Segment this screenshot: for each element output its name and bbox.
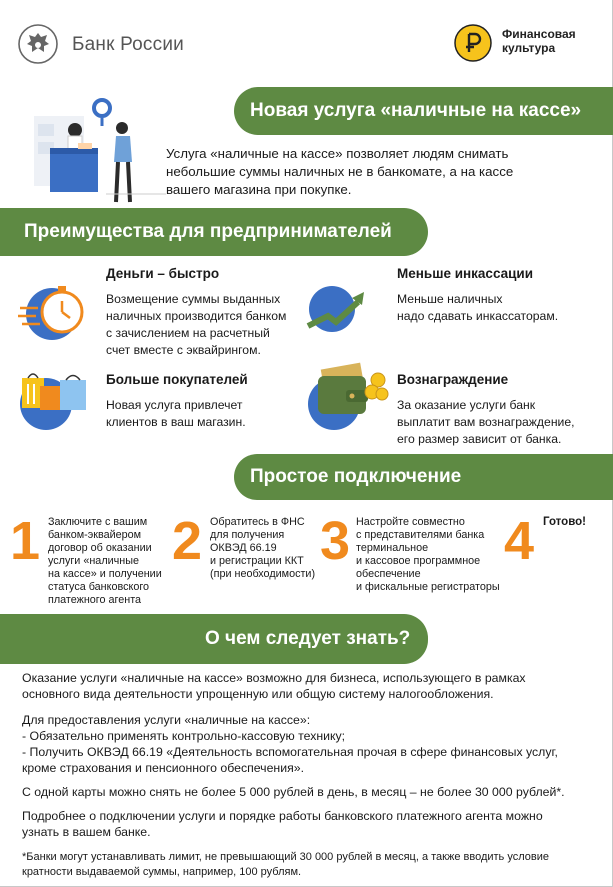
para-line: - Получить ОКВЭД 66.19 «Деятельность вспомогательная прочая в сфере финансовых услуг,: [22, 745, 558, 759]
section-banner-connection: Простое подключение: [234, 454, 613, 500]
adv-title-reward: Вознаграждение: [397, 372, 509, 387]
bank-of-russia-logo-icon: [18, 24, 58, 64]
adv-line: надо сдавать инкассаторам.: [397, 309, 559, 323]
step-line: банком-эквайером: [48, 529, 142, 541]
section-banner-new-service: Новая услуга «наличные на кассе»: [234, 87, 613, 135]
adv-line: Возмещение суммы выданных: [106, 292, 281, 306]
step-line: и кассовое программное: [356, 555, 481, 567]
step-line: (при необходимости): [210, 568, 316, 580]
step-number-1: 1: [10, 511, 41, 571]
para-1: [22, 670, 602, 702]
fin-name-line1: Финансовая: [502, 27, 576, 41]
para-3: С одной карты можно снять не более 5 000 рублей в день, в месяц – не более 30 000 рублей*.: [22, 785, 565, 799]
footnote-line: *Банки могут устанавливать лимит, не превышающий 30 000 рублей в месяц, а также вводить условие: [22, 851, 549, 863]
para-line: Подробнее о подключении услуги и порядке работы банковского платежного агента можно: [22, 809, 543, 823]
intro-text: [166, 145, 586, 199]
intro-line: вашего магазина при покупке.: [166, 182, 352, 197]
step-line: ОКВЭД 66.19: [210, 542, 277, 554]
para-line: кроме страхования и пенсионного обеспечения».: [22, 761, 305, 775]
intro-line: небольшие суммы наличных не в банкомате, а на кассе: [166, 164, 514, 179]
para-4: [22, 808, 602, 840]
adv-title-less-collection: Меньше инкассации: [397, 266, 534, 281]
step-line: Настройте совместно: [356, 516, 465, 528]
stopwatch-icon: [16, 274, 96, 346]
step-number-4: 4: [504, 511, 535, 571]
step-line: услуги «наличные: [48, 555, 139, 567]
step-line: с представителями банка: [356, 529, 485, 541]
step-line: и фискальные регистраторы: [356, 581, 500, 593]
adv-text-reward: [397, 397, 575, 448]
adv-line: выплатит вам вознаграждение,: [397, 415, 575, 429]
step-line: для получения: [210, 529, 285, 541]
footnote-line: кратности выдаваемой суммы, например, 100 рублям.: [22, 866, 302, 878]
step-line: договор об оказании: [48, 542, 152, 554]
step-line: терминальное: [356, 542, 429, 554]
step-line: платежного агента: [48, 594, 142, 606]
step-text-1: [48, 516, 162, 607]
para-line: Оказание услуги «наличные на кассе» возможно для бизнеса, использующего в рамках: [22, 671, 526, 685]
adv-title-more-customers: Больше покупателей: [106, 372, 248, 387]
adv-text-less-collection: [397, 291, 558, 325]
step-text-3: [356, 516, 500, 594]
adv-line: За оказание услуги банк: [397, 398, 536, 412]
para-line: основного вида деятельности упрощенную или общую систему налогообложения.: [22, 687, 494, 701]
para-line: - Обязательно применять контрольно-кассовую технику;: [22, 729, 346, 743]
step-number-3: 3: [320, 511, 351, 571]
ruble-coin-icon: [454, 24, 492, 62]
fin-name-line2: культура: [502, 41, 556, 55]
intro-line: Услуга «наличные на кассе» позволяет людям снимать: [166, 146, 509, 161]
para-2: [22, 712, 602, 776]
step-number-2: 2: [172, 511, 203, 571]
step-line: Заключите с вашим: [48, 516, 148, 528]
section-banner-know: О чем следует знать?: [0, 614, 428, 664]
adv-line: Меньше наличных: [397, 292, 503, 306]
adv-line: с зачислением на расчетный: [106, 326, 270, 340]
para-line: узнать в вашем банке.: [22, 825, 151, 839]
adv-line: Новая услуга привлечет: [106, 398, 243, 412]
adv-line: счет вместе с эквайрингом.: [106, 343, 261, 357]
adv-line: наличных производится банком: [106, 309, 287, 323]
bank-name: Банк России: [72, 34, 184, 55]
footnote: [22, 850, 607, 880]
adv-line: его размер зависит от банка.: [397, 432, 562, 446]
step-line: и регистрации ККТ: [210, 555, 304, 567]
shopping-bags-icon: [18, 364, 100, 434]
cashier-counter-illustration: [28, 96, 168, 211]
adv-line: клиентов в ваш магазин.: [106, 415, 246, 429]
step-text-2: [210, 516, 315, 581]
adv-text-more-customers: [106, 397, 246, 431]
fin-culture-name: [502, 27, 576, 55]
step-text-4: Готово!: [543, 516, 586, 528]
growth-arrow-icon: [304, 284, 384, 334]
adv-title-fast-money: Деньги – быстро: [106, 266, 220, 281]
wallet-coins-icon: [306, 362, 392, 434]
step-line: статуса банковского: [48, 581, 150, 593]
step-line: обеспечение: [356, 568, 421, 580]
adv-text-fast-money: [106, 291, 286, 359]
step-line: на кассе» и получении: [48, 568, 162, 580]
section-banner-advantages: Преимущества для предпринимателей: [0, 208, 428, 256]
para-line: Для предоставления услуги «наличные на кассе»:: [22, 713, 311, 727]
step-line: Обратитесь в ФНС: [210, 516, 305, 528]
